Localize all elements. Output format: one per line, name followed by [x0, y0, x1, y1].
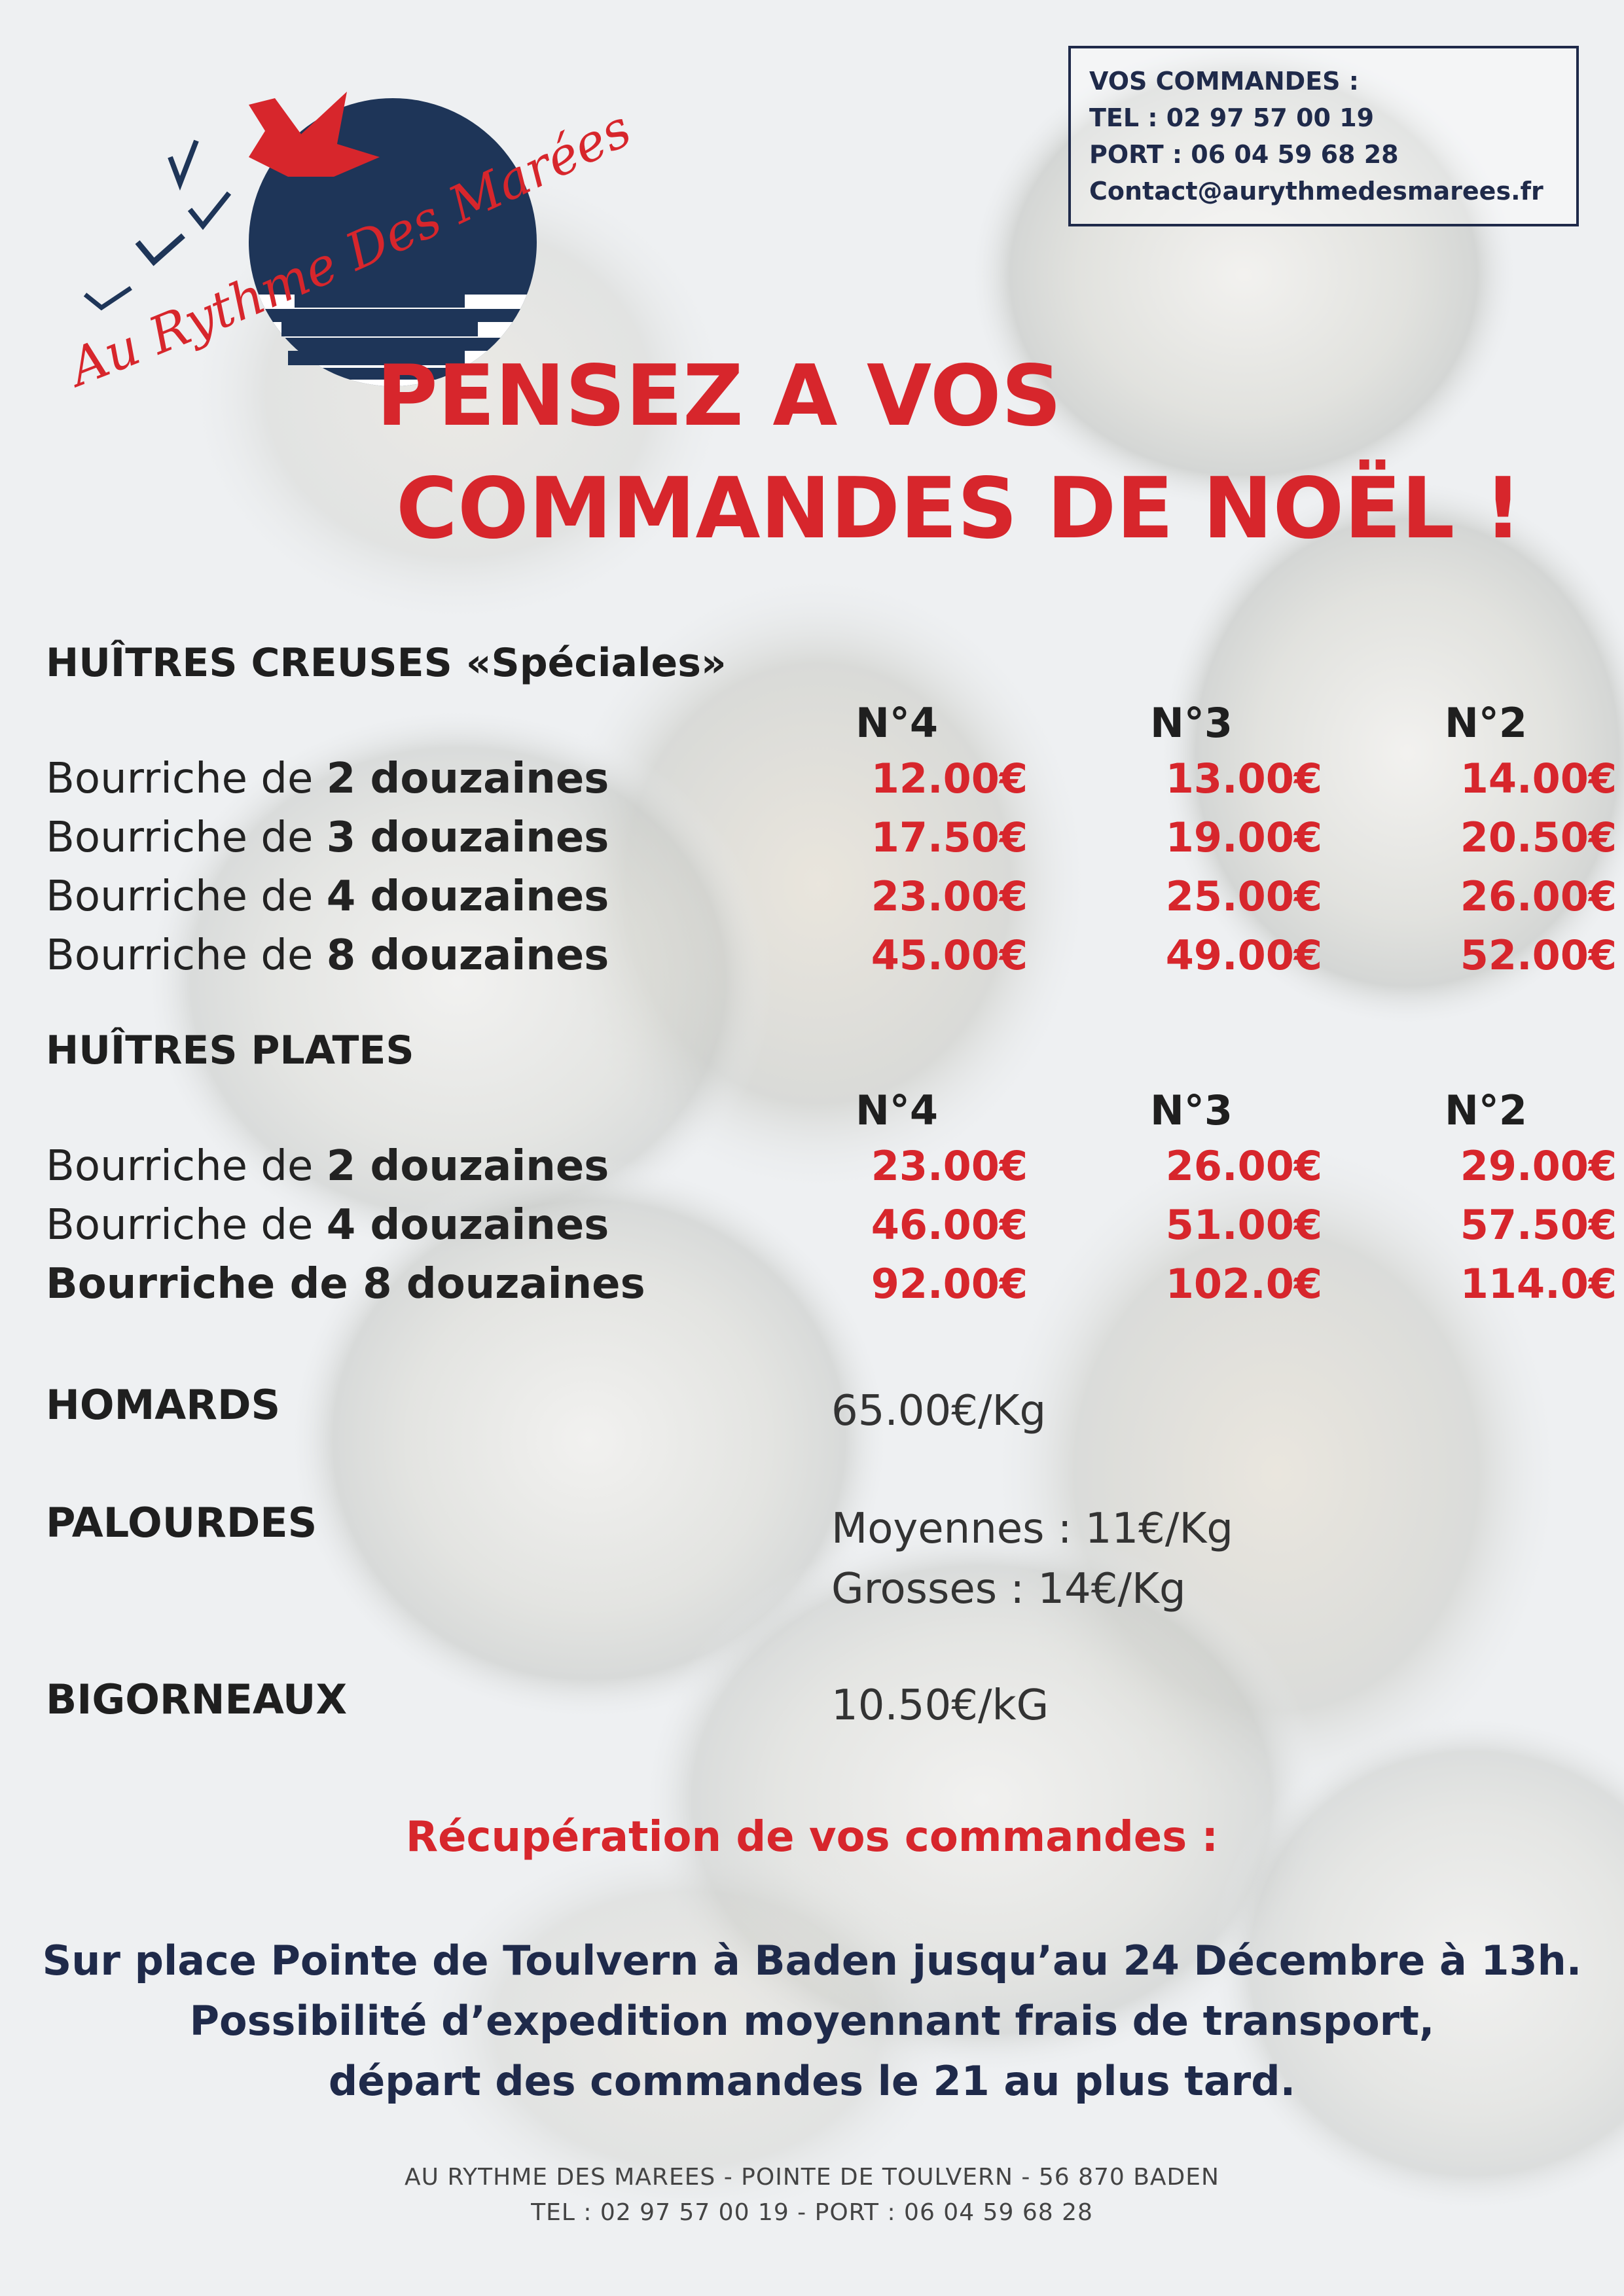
plates-header-row — [0, 1086, 1624, 1145]
footer-address: AU RYTHME DES MAREES - POINTE DE TOULVERN - 56 870 BADEN — [405, 2164, 1219, 2191]
price-cell: 45.00€ — [871, 931, 1028, 979]
price-cell: 20.50€ — [1460, 814, 1617, 861]
item-price-moyennes: Moyennes : 11€/Kg — [831, 1505, 1234, 1553]
price-cell: 13.00€ — [1165, 755, 1322, 802]
pickup-text — [0, 1931, 1624, 2111]
item-homards — [46, 1381, 1578, 1446]
price-cell: 102.0€ — [1165, 1260, 1322, 1308]
footer-phone: TEL : 02 97 57 00 19 - PORT : 06 04 59 68 28 — [531, 2199, 1093, 2226]
item-bigorneaux — [46, 1676, 1578, 1741]
price-cell: 29.00€ — [1460, 1142, 1617, 1190]
price-cell: 46.00€ — [871, 1201, 1028, 1249]
item-name: HOMARDS — [46, 1381, 281, 1429]
row-label-qty: 4 douzaines — [326, 872, 609, 921]
row-label: Bourriche de 8 douzaines — [46, 1260, 645, 1308]
headline-line-1: PENSEZ A VOS — [376, 348, 1062, 445]
row-label-prefix: Bourriche de — [46, 1142, 327, 1191]
price-cell: 25.00€ — [1165, 872, 1322, 920]
price-cell: 52.00€ — [1460, 931, 1617, 979]
section-title-creuses: HUÎTRES CREUSES «Spéciales» — [46, 640, 727, 686]
row-label — [46, 1201, 609, 1249]
contact-port: PORT : 06 04 59 68 28 — [1089, 140, 1399, 169]
row-label — [46, 1142, 609, 1191]
item-name: BIGORNEAUX — [46, 1676, 348, 1723]
column-header: N°2 — [1444, 1086, 1528, 1134]
row-label-prefix: Bourriche de — [46, 872, 327, 921]
row-label-prefix: Bourriche de — [46, 755, 327, 803]
pickup-line-2: Possibilité d’expedition moyennant frais de transport, — [189, 1997, 1435, 2045]
contact-tel: TEL : 02 97 57 00 19 — [1089, 103, 1375, 132]
column-header: N°3 — [1149, 699, 1233, 747]
pickup-line-1: Sur place Pointe de Toulvern à Baden jusqu’au 24 Décembre à 13h. — [42, 1937, 1582, 1984]
column-header: N°4 — [855, 1086, 939, 1134]
price-cell: 26.00€ — [1460, 872, 1617, 920]
price-cell: 26.00€ — [1165, 1142, 1322, 1190]
price-cell: 12.00€ — [871, 755, 1028, 802]
row-label — [46, 872, 609, 921]
section-title-plates: HUÎTRES PLATES — [46, 1028, 414, 1073]
row-label-qty: 4 douzaines — [326, 1201, 609, 1249]
column-header: N°4 — [855, 699, 939, 747]
item-price-list — [831, 1499, 1233, 1619]
row-label-prefix: Bourriche de — [46, 931, 327, 980]
logo-text-path: Au Rythme Des Marées — [62, 99, 640, 398]
item-price-grosses: Grosses : 14€/Kg — [831, 1565, 1186, 1613]
contact-title: VOS COMMANDES : — [1089, 67, 1359, 96]
contact-email[interactable]: Contact@aurythmedesmarees.fr — [1089, 177, 1543, 206]
pickup-title: Récupération de vos commandes : — [405, 1813, 1219, 1861]
price-row — [46, 1260, 1617, 1319]
price-cell: 51.00€ — [1165, 1201, 1322, 1249]
row-label — [46, 755, 609, 803]
creuses-header-row — [0, 699, 1624, 758]
row-label-qty: 3 douzaines — [326, 814, 609, 862]
item-price: 65.00€/Kg — [831, 1387, 1047, 1435]
row-label-prefix: Bourriche de — [46, 1201, 327, 1249]
item-palourdes — [46, 1499, 1578, 1623]
price-row — [46, 814, 1617, 872]
pickup-line-3: départ des commandes le 21 au plus tard. — [328, 2057, 1296, 2105]
footer — [0, 2160, 1624, 2231]
row-label-qty: 2 douzaines — [326, 1142, 609, 1191]
headline — [376, 340, 1587, 565]
row-label — [46, 814, 609, 862]
price-cell: 92.00€ — [871, 1260, 1028, 1308]
price-row — [46, 931, 1617, 990]
item-price: 10.50€/kG — [831, 1681, 1049, 1730]
price-cell: 23.00€ — [871, 1142, 1028, 1190]
price-row — [46, 755, 1617, 814]
price-cell: 23.00€ — [871, 872, 1028, 920]
price-cell: 17.50€ — [871, 814, 1028, 861]
price-cell: 14.00€ — [1460, 755, 1617, 802]
price-cell: 19.00€ — [1165, 814, 1322, 861]
row-label-prefix: Bourriche de — [46, 814, 327, 862]
column-header: N°3 — [1149, 1086, 1233, 1134]
headline-line-2: COMMANDES DE NOËL ! — [396, 460, 1523, 558]
price-cell: 114.0€ — [1460, 1260, 1617, 1308]
column-header: N°2 — [1444, 699, 1528, 747]
item-name: PALOURDES — [46, 1499, 317, 1547]
contact-box — [1068, 46, 1579, 226]
price-row — [46, 1201, 1617, 1260]
price-row — [46, 872, 1617, 931]
row-label-qty: 8 douzaines — [326, 931, 609, 980]
price-row — [46, 1142, 1617, 1201]
price-cell: 57.50€ — [1460, 1201, 1617, 1249]
row-label-qty: 2 douzaines — [326, 755, 609, 803]
price-cell: 49.00€ — [1165, 931, 1322, 979]
row-label — [46, 931, 609, 980]
